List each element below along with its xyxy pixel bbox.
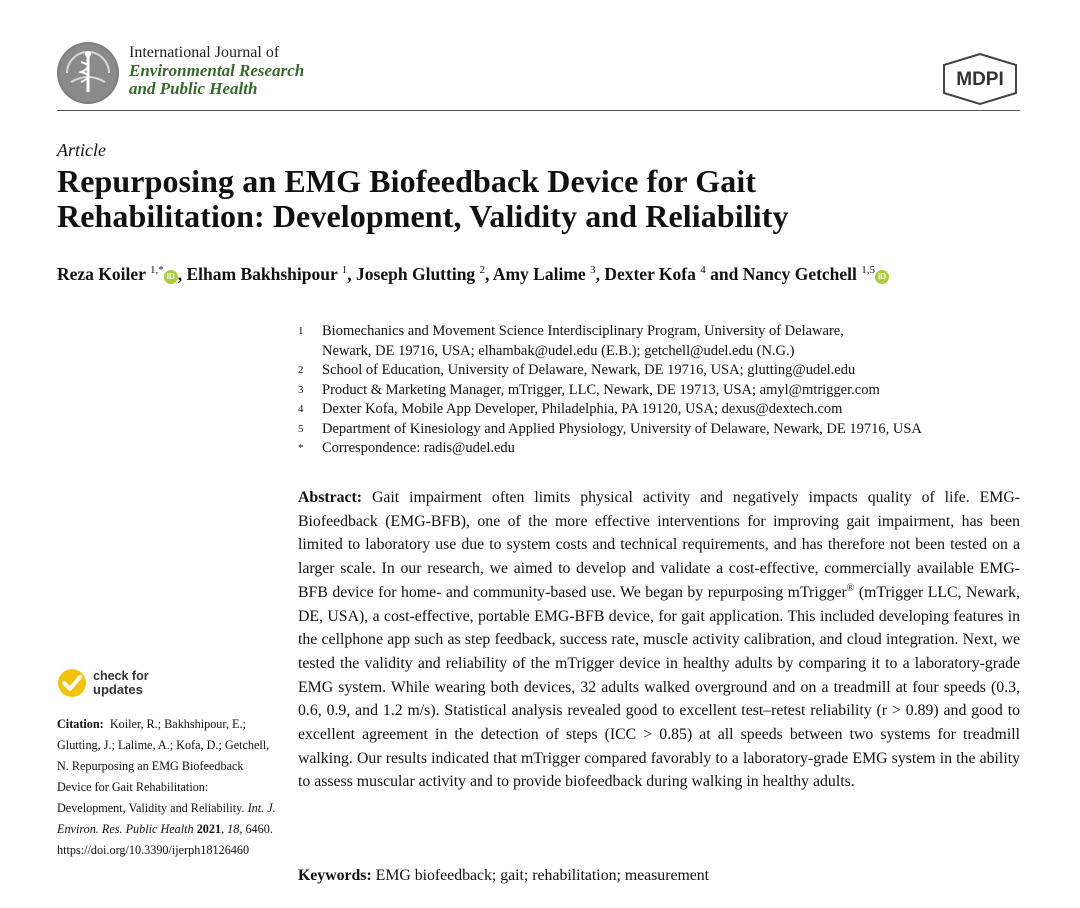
author-separator: and [705,264,743,284]
citation-doi-link[interactable]: https://doi.org/10.3390/ijerph18126460 [57,843,250,857]
keywords [298,867,709,885]
affiliation-text: Department of Kinesiology and Applied Physiology, University of Delaware, Newark, DE 19716, USA [322,420,922,437]
abstract-text-part2: (mTrigger LLC, Newark, DE, USA), a cost-effective, portable EMG-BFB device, for gait application. This included developing features in the cellphone app such as step feedback, success rate, muscle activity calibration, and cloud integration. Next, we tested the validity and reliability of the mTrigger device in healthy adults by comparing it to a laboratory-grade EMG system. While wearing both devices, 32 adults walked overground and on a treadmill at four speeds (0.3, 0.6, 0.9, and 1.2 m/s). Statistical analysis revealed good to excellent test–retest reliability (r > 0.89) and good to excellent agreement in the detection of steps (ICC > 0.85) at all speeds between two systems for treadmill walking. Our results indicated that mTrigger compared favorably to a laboratory-grade EMG system in the ability to assess muscular activity and to provide biofeedback during walking in healthy adults. [298,583,1020,791]
author-affiliation-sup: 4 [700,264,706,276]
author-separator: , [347,264,357,284]
affiliation-item [298,381,1018,401]
orcid-icon[interactable]: iD [164,270,178,284]
abstract-text-part1: Gait impairment often limits physical activity and negatively impacts quality of life. EMG-Biofeedback (EMG-BFB), one of the more effective interventions for improving gait impairment, has been limited to laboratory use due to system costs and technical requirements, and has therefore not been tested on a larger scale. In our research, we aimed to develop and validate a cost-effective, commercially available EMG-BFB device for home- and community-based use. We began by repurposing mTrigger [298,489,1020,601]
orcid-icon[interactable]: iD [875,270,889,284]
author-affiliation-sup: 1,5 [861,264,876,276]
article-title [57,164,789,234]
affiliation-text: Dexter Kofa, Mobile App Developer, Philadelphia, PA 19120, USA; dexus@dextech.com [322,401,843,417]
affiliations [298,322,1018,459]
author-name: Dexter Kofa [604,264,696,284]
author-separator: , [177,264,187,284]
article-title-line1: Repurposing an EMG Biofeedback Device for Gait [57,163,757,199]
affiliation-text: Biomechanics and Movement Science Interdisciplinary Program, University of Delaware, [322,323,844,339]
citation-pages: 6460. [245,822,273,836]
citation-volume: 18 [227,822,240,836]
affiliation-number: 4 [298,403,304,415]
correspondence-marker: * [298,442,304,454]
affiliation-text-cont: Newark, DE 19716, USA; elhambak@udel.edu (E.B.); getchell@udel.edu (N.G.) [322,342,795,359]
correspondence-text: Correspondence: radis@udel.edu [322,440,515,456]
article-type: Article [57,140,106,160]
abstract-label: Abstract: [298,489,363,506]
abstract [298,486,1020,794]
journal-emblem-icon [57,42,119,104]
journal-name-line3: and Public Health [129,79,258,98]
registered-mark: ® [846,582,855,594]
affiliation-number: 2 [298,364,304,376]
citation: Citation: Koiler, R.; Bakhshipour, E.; Glutting, J.; Lalime, A.; Kofa, D.; Getchell, N. Repurposing an EMG Biofeedback Device for Gait Rehabilitation: Development, Validity and Reliability. Int. J. Environ. Res. Public Health 2021, 18, 6460. https://doi.org/10.3390/ijerph18126460 [57,717,276,857]
publisher-logo [940,53,1020,110]
citation-year: 2021 [196,822,222,836]
journal-name [129,44,304,98]
citation-label: Citation: [57,717,104,731]
author-name: Reza Koiler [57,264,146,284]
affiliation-number: 3 [298,383,304,396]
journal-name-line1: International Journal of [129,44,280,61]
affiliation-item [298,420,1018,440]
author-name: Nancy Getchell [742,264,857,284]
keywords-label: Keywords: [298,867,372,884]
author-name: Amy Lalime [492,264,586,284]
author-affiliation-sup: 3 [590,264,596,276]
author-affiliation-sup: 1,* [149,264,164,276]
author-separator: , [595,264,605,284]
keywords-text: EMG biofeedback; gait; rehabilitation; measurement [375,867,710,884]
check-updates-line2: updates [93,682,143,697]
affiliation-number: 1 [298,325,304,337]
affiliation-item [298,361,1018,381]
author-separator: , [485,264,493,284]
citation-text: Koiler, R.; Bakhshipour, E.; Glutting, J.; Lalime, A.; Kofa, D.; Getchell, N. Repurposing an EMG Biofeedback Device for Gait Rehabilitation: Development, Validity and Reliability. [57,717,270,815]
affiliation-item [298,400,1018,420]
author-name: Elham Bakhshipour [186,264,338,284]
check-updates-icon [57,668,87,698]
journal-name-line2: Environmental Research [129,61,305,80]
publisher-name: MDPI [956,69,1004,90]
affiliation-item [298,322,1018,361]
mdpi-logo-icon [940,53,1020,105]
article-title-line2: Rehabilitation: Development, Validity and Reliability [57,198,789,234]
header-divider [57,110,1020,111]
author-affiliation-sup: 2 [479,264,486,276]
author-list [57,264,889,285]
author-affiliation-sup: 1 [341,264,348,276]
citation-journal: Int. J. Environ. Res. Public Health [57,801,276,836]
journal-logo [57,42,119,104]
check-updates-line1: check for [93,669,149,683]
affiliation-text: School of Education, University of Delaware, Newark, DE 19716, USA; glutting@udel.edu [322,362,856,378]
affiliation-number: 5 [298,422,304,435]
affiliation-item [298,439,1018,459]
author-name: Joseph Glutting [356,264,476,284]
affiliation-text: Product & Marketing Manager, mTrigger, LLC, Newark, DE 19713, USA; amyl@mtrigger.com [322,381,880,398]
check-for-updates-button[interactable] [57,668,149,698]
